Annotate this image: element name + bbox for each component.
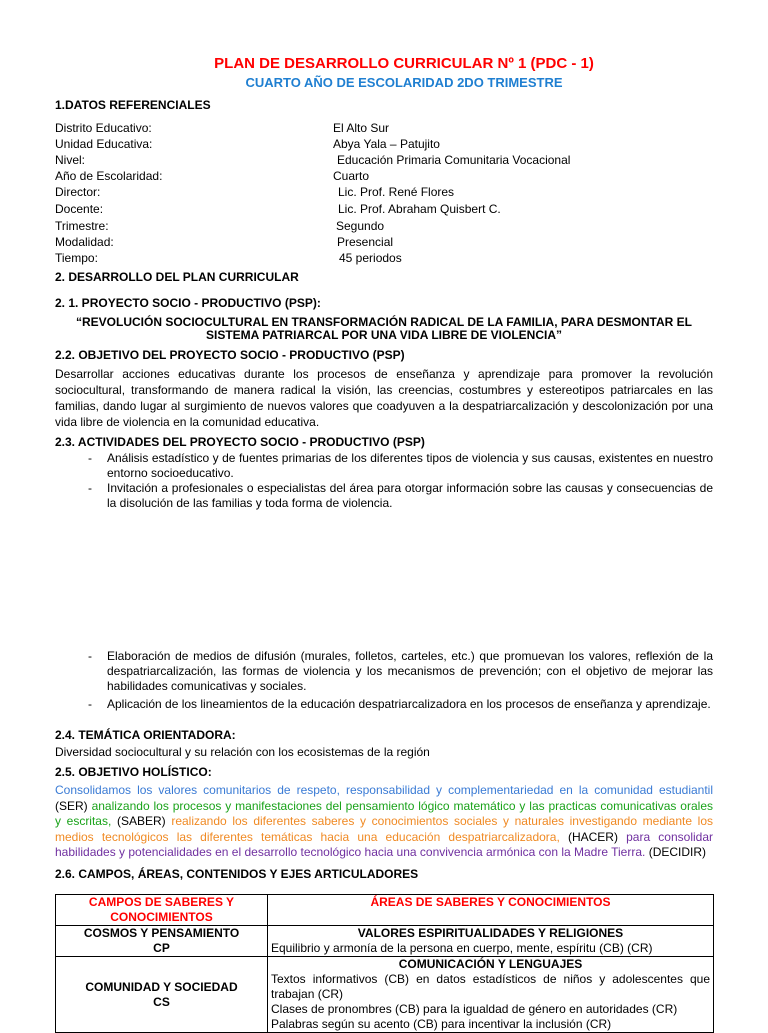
table-row — [56, 926, 714, 957]
datos-label: Nivel: — [55, 153, 86, 167]
psp-title: “REVOLUCIÓN SOCIOCULTURAL EN TRANSFORMACIÓN RADICAL DE LA FAMILIA, PARA DESMONTAR EL SISTEMA PATRIARCAL POR UNA VIDA LIBRE DE VIOLENCIA” — [76, 315, 692, 342]
datos-value: Presencial — [337, 235, 394, 249]
datos-label: Tiempo: — [55, 251, 98, 265]
psp-objective-heading: 2.2. OBJETIVO DEL PROYECTO SOCIO - PRODUCTIVO (PSP) — [55, 348, 405, 362]
document-subtitle: CUARTO AÑO DE ESCOLARIDAD 2DO TRIMESTRE — [245, 75, 563, 90]
area-cell — [268, 957, 714, 1033]
activity-item: Invitación a profesionales o especialistas del área para otorgar información sobre las causas y consecuencias de la disolución de las familias y toda forma de violencia. — [107, 481, 713, 510]
table-header-cell: ÁREAS DE SABERES Y CONOCIMIENTOS — [268, 895, 714, 926]
datos-value: Cuarto — [333, 169, 370, 183]
table-header-cell: CAMPOS DE SABERES Y CONOCIMIENTOS — [56, 895, 268, 926]
holistico-heading: 2.5. OBJETIVO HOLÍSTICO: — [55, 765, 212, 779]
campo-name: COSMOS Y PENSAMIENTO — [83, 926, 240, 940]
table-header-row — [56, 895, 714, 926]
list-bullet: - — [88, 649, 92, 663]
saber-tag: (SABER) — [116, 814, 166, 828]
psp-heading: 2. 1. PROYECTO SOCIO - PRODUCTIVO (PSP): — [55, 296, 321, 310]
datos-label: Docente: — [55, 202, 104, 216]
campo-name: COMUNIDAD Y SOCIEDAD — [85, 979, 238, 994]
hacer-tag: (HACER) — [567, 829, 618, 844]
datos-label: Distrito Educativo: — [55, 121, 152, 135]
psp-objective-text: Desarrollar acciones educativas durante los procesos de enseñanza y aprendizaje para promover la revolución sociocultural, transformando de manera radical la visión, las creencias, costumbres y estereotipos patriarcales en las familias, dando lugar al surgimiento de nuevos valores que coadyuven a la despatriarcalización y descolonización por una vida libre de violencia en la comunidad educativa. — [55, 367, 713, 429]
activity-item: Aplicación de los lineamientos de la educación despatriarcalizadora en los procesos de enseñanza y aprendizaje. — [107, 697, 711, 711]
datos-value: Abya Yala – Patujito — [333, 137, 440, 151]
tematica-text: Diversidad sociocultural y su relación con los ecosistemas de la región — [55, 745, 430, 759]
datos-value: Lic. Prof. René Flores — [338, 185, 455, 199]
ser-tag: (SER) — [55, 798, 88, 813]
campo-code: CP — [153, 941, 170, 955]
tematica-heading: 2.4. TEMÁTICA ORIENTADORA: — [55, 728, 236, 742]
activities-heading: 2.3. ACTIVIDADES DEL PROYECTO SOCIO - PRODUCTIVO (PSP) — [55, 435, 425, 449]
datos-label: Director: — [55, 185, 101, 199]
campo-cell — [56, 957, 268, 1033]
table-row — [56, 957, 714, 1033]
section1-heading: 1.DATOS REFERENCIALES — [55, 98, 211, 112]
saber-text: analizando los procesos y manifestaciones del pensamiento lógico matemático y las practicas comunicativas orales y escritas, — [55, 798, 713, 828]
datos-value: 45 periodos — [339, 251, 402, 265]
activity-item: Análisis estadístico y de fuentes primarias de los diferentes tipos de violencia y sus causas, existentes en nuestro entorno socioeducativo. — [107, 451, 713, 480]
activity-item: Elaboración de medios de difusión (murales, folletos, carteles, etc.) que promuevan los valores, reflexión de la despatriarcalización, las formas de violencia y los mecanismos de prevención; con el objetivo de mejorar las habilidades comunicativas y sociales. — [107, 649, 713, 693]
area-title: VALORES ESPIRITUALIDADES Y RELIGIONES — [357, 926, 624, 940]
datos-label: Unidad Educativa: — [55, 137, 153, 151]
hacer-text: realizando los diferentes saberes y conocimientos sociales y naturales investigando mediante los medios tecnológicos las diferentes temáticas hacia una educación despatriarcalizadora, — [55, 814, 714, 844]
document-title: PLAN DE DESARROLLO CURRICULAR Nº 1 (PDC - 1) — [214, 55, 594, 72]
area-cell — [268, 926, 714, 957]
campo-code: CS — [153, 994, 170, 1009]
content-item: Palabras según su acento (CB) para incentivar la inclusión (CR) — [271, 1017, 612, 1031]
datos-label: Trimestre: — [55, 219, 109, 233]
list-bullet: - — [88, 697, 92, 711]
datos-value: Educación Primaria Comunitaria Vocacional — [337, 153, 571, 167]
area-title: COMUNICACIÓN Y LENGUAJES — [398, 957, 583, 971]
ser-text: Consolidamos los valores comunitarios de respeto, responsabilidad y complementariedad en la comunidad estudiantil — [55, 783, 713, 797]
holistico-text — [55, 783, 713, 861]
campos-heading: 2.6. CAMPOS, ÁREAS, CONTENIDOS Y EJES ARTICULADORES — [55, 867, 419, 881]
list-bullet: - — [88, 451, 92, 465]
content-item: Clases de pronombres (CB) para la igualdad de género en autoridades (CR) — [271, 1002, 678, 1016]
campo-cell — [56, 926, 268, 957]
datos-value: Segundo — [336, 219, 385, 233]
content-item: Equilibrio y armonía de la persona en cuerpo, mente, espíritu (CB) (CR) — [271, 941, 653, 955]
campos-areas-table — [55, 894, 714, 1033]
datos-value: Lic. Prof. Abraham Quisbert C. — [338, 202, 501, 216]
decidir-text: para consolidar habilidades y potencialidades en el desarrollo tecnológico hacia una convivencia armónica con la Madre Tierra. — [55, 829, 713, 859]
decidir-tag: (DECIDIR) — [648, 845, 707, 859]
datos-label: Año de Escolaridad: — [55, 169, 163, 183]
content-item: Textos informativos (CB) en datos estadísticos de niños y adolescentes que trabajan (CR) — [271, 972, 710, 1001]
datos-label: Modalidad: — [55, 235, 114, 249]
list-bullet: - — [88, 481, 92, 495]
datos-value: El Alto Sur — [333, 121, 390, 135]
section2-heading: 2. DESARROLLO DEL PLAN CURRICULAR — [55, 270, 299, 284]
